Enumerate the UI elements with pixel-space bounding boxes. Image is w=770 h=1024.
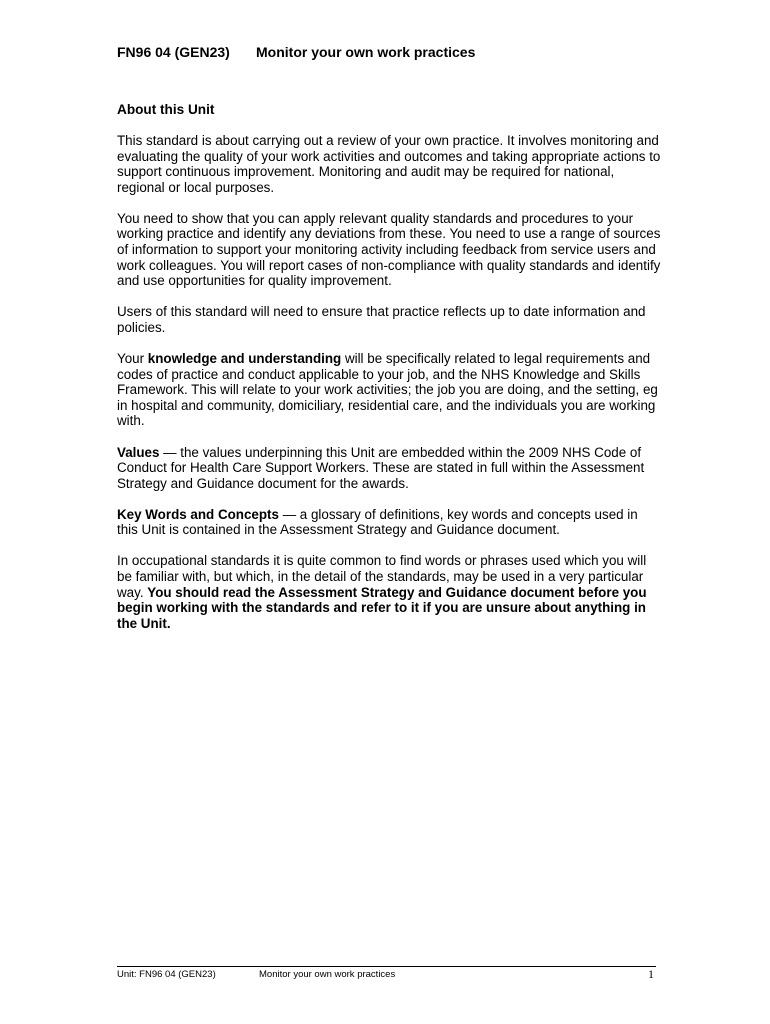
page-footer [117,969,656,981]
footer-unit-title: Monitor your own work practices [259,969,396,980]
paragraph-7 [117,553,662,631]
paragraph-5-body: — the values underpinning this Unit are embedded within the 2009 NHS Code of Conduct for Health Care Support Workers. These are stated in full within the Assessment Strategy and Guidance document for the awards. [117,444,645,491]
unit-title: Monitor your own work practices [256,44,476,60]
paragraph-4-body: will be specifically related to legal requirements and codes of practice and conduct applicable to your job, and the NHS Knowledge and Skills Framework. This will relate to your work activities; the job you are doing, and the setting, eg in hospital and community, domiciliary, residential care, and the individuals you are working with. [117,351,658,429]
paragraph-5 [117,445,662,492]
page-number: 1 [648,967,654,981]
unit-code: FN96 04 (GEN23) [117,44,230,60]
paragraph-4-intro: Your [117,351,148,367]
footer-divider [117,966,656,967]
paragraph-5-term: Values [117,444,160,460]
section-heading: About this Unit [117,102,215,117]
paragraph-4-emphasis: knowledge and understanding [147,351,342,367]
paragraph-7-body: In occupational standards it is quite common to find words or phrases used which you will be familiar with, but which, in the detail of the standards, may be used in a very particular way. [117,553,647,600]
paragraph-1: This standard is about carrying out a review of your own practice. It involves monitoring and evaluating the quality of your work activities and outcomes and taking appropriate actions to support continuous improvement. Monitoring and audit may be required for national, regional or local purposes. [117,133,661,195]
paragraph-7-emphasis: You should read the Assessment Strategy and Guidance document before you begin working with the standards and refer to it if you are unsure about anything in the Unit. [117,584,647,631]
paragraph-3: Users of this standard will need to ensure that practice reflects up to date information and policies. [117,304,646,335]
unit-header [117,43,475,61]
paragraph-6-body: — a glossary of definitions, key words and concepts used in this Unit is contained in the Assessment Strategy and Guidance document. [117,506,638,538]
paragraph-6 [117,507,662,538]
paragraph-2: You need to show that you can apply relevant quality standards and procedures to your working practice and identify any deviations from these. You need to use a range of sources of information to support your monitoring activity including feedback from service users and work colleagues. You will report cases of non-compliance with quality standards and identify and use opportunities for quality improvement. [117,210,661,289]
about-section [117,102,662,647]
footer-unit-code: Unit: FN96 04 (GEN23) [117,969,216,980]
paragraph-6-term: Key Words and Concepts [117,506,279,522]
paragraph-4 [117,351,662,429]
